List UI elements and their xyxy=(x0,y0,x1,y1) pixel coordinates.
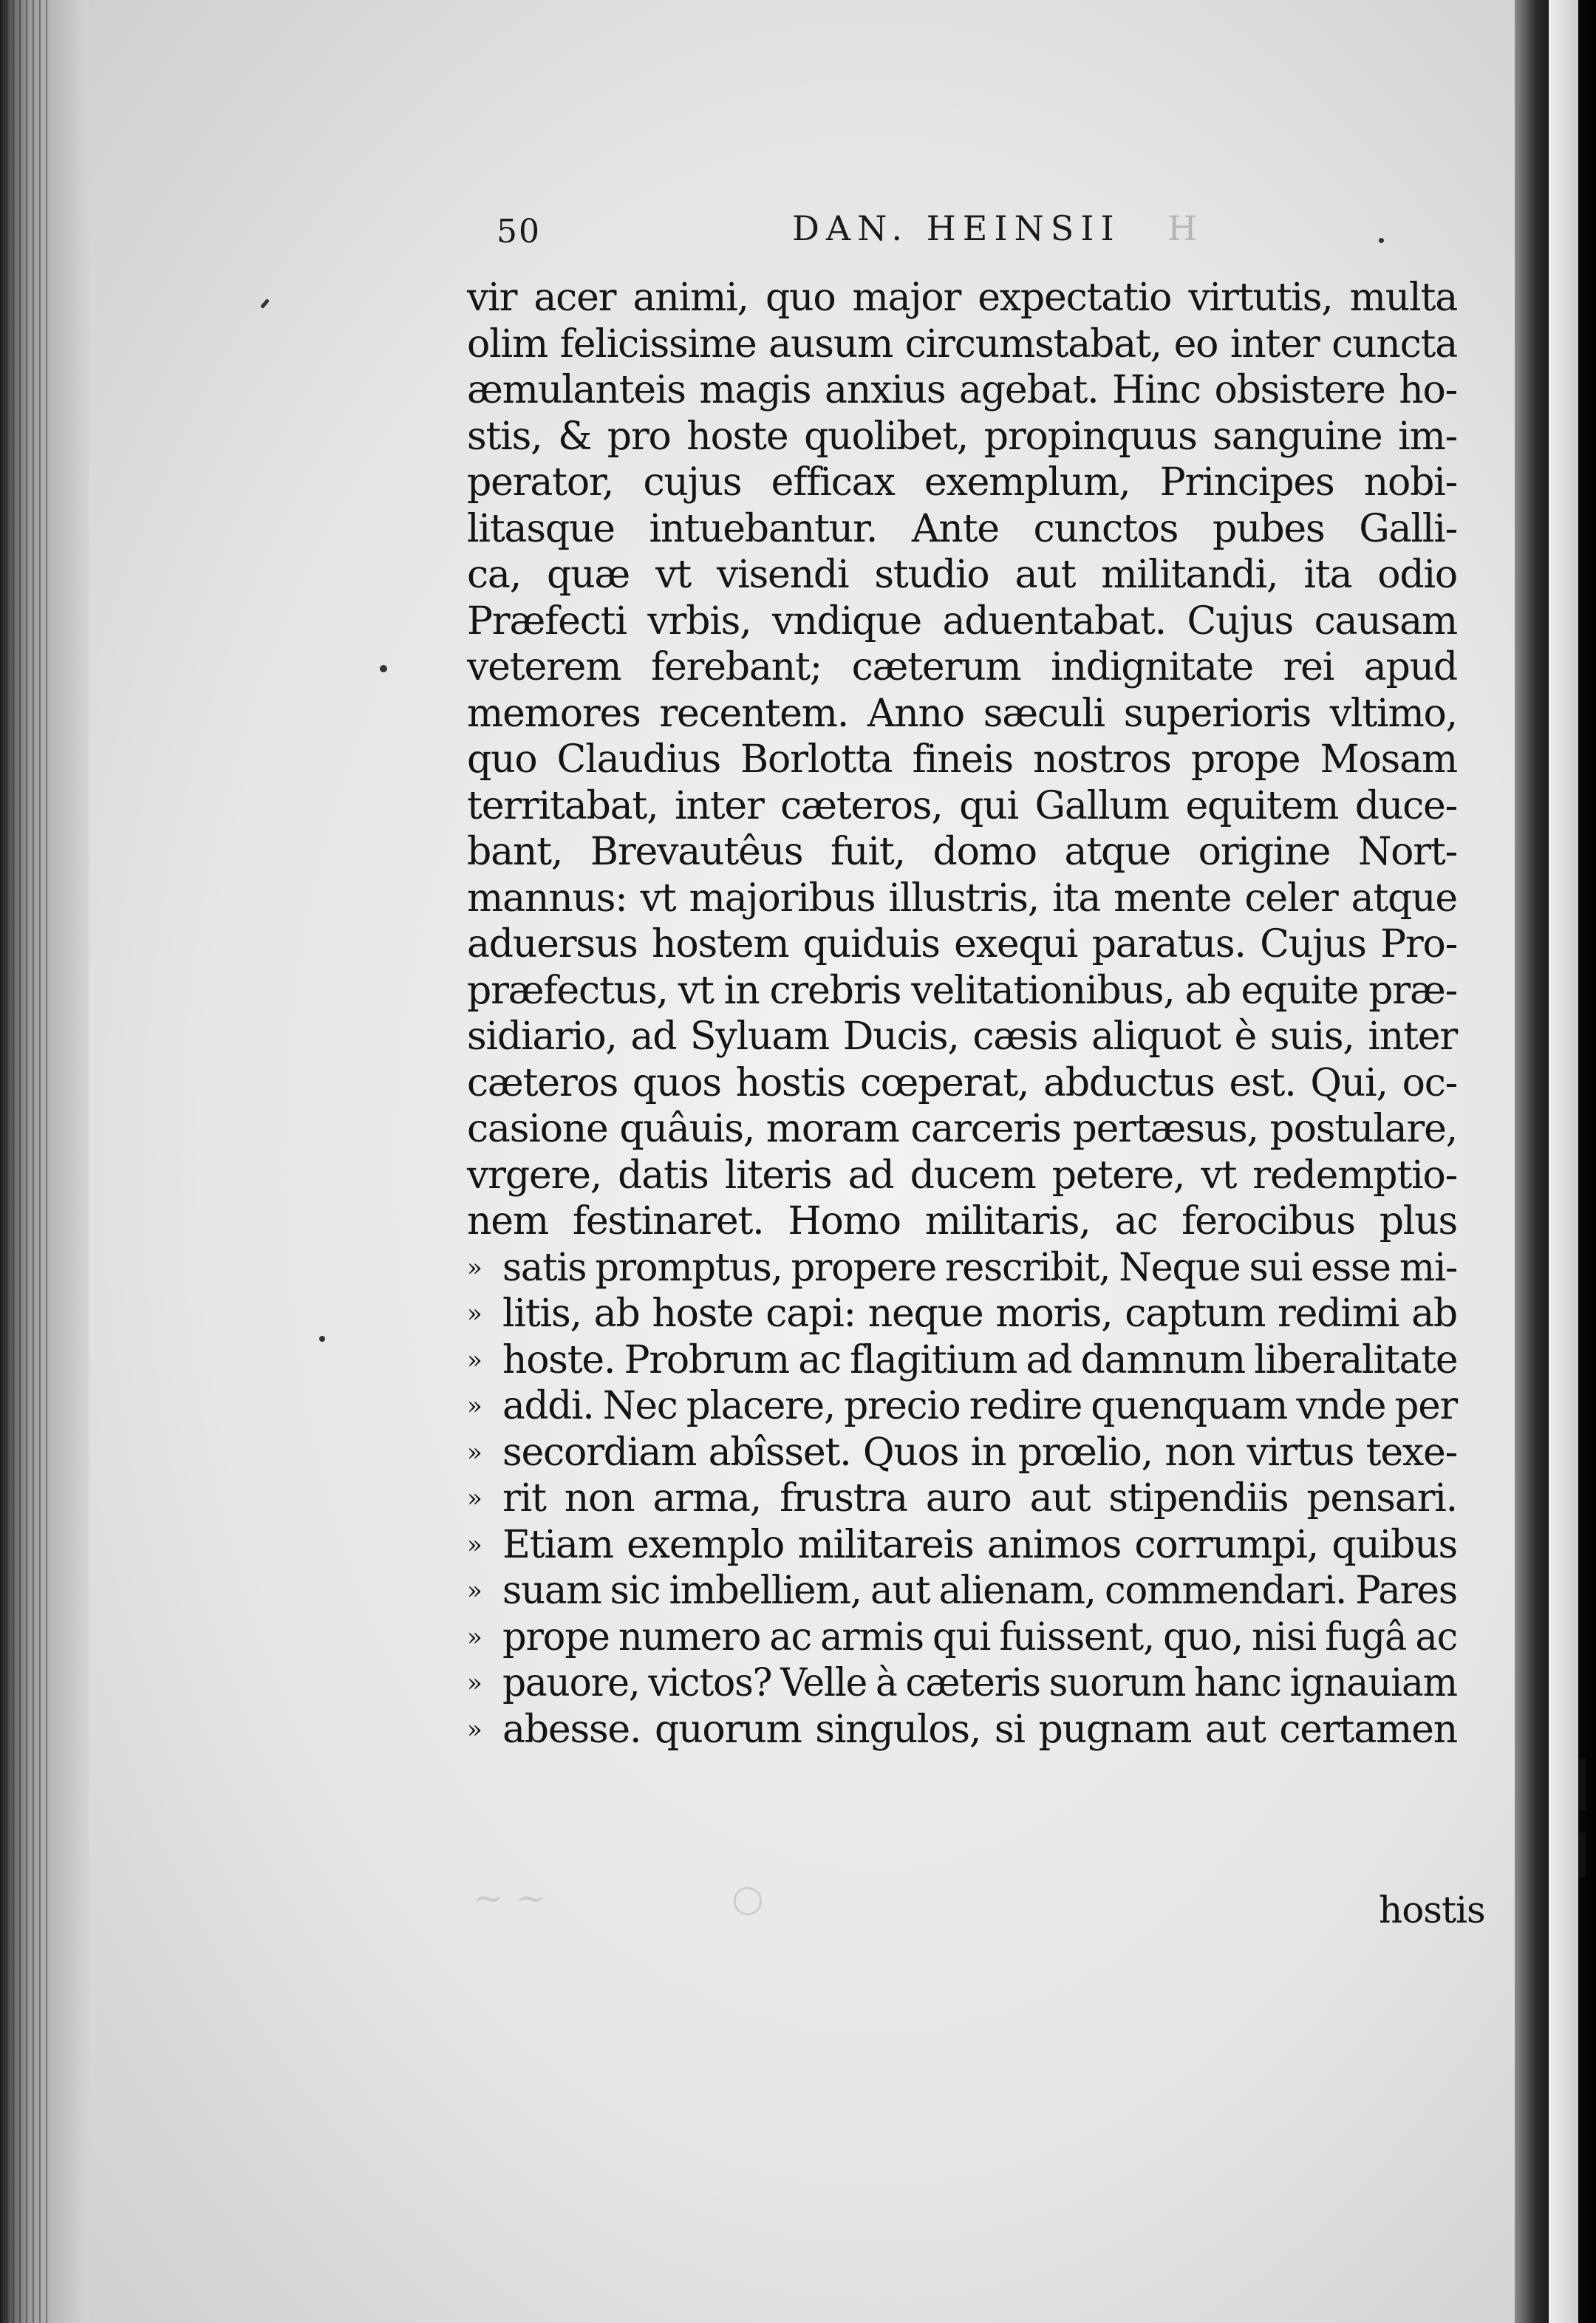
quotation-mark: » xyxy=(467,1484,482,1513)
quoted-line: » prope numero ac armis qui fuissent, quo, nisi fugâ ac xyxy=(467,1614,1457,1659)
text-line: sidiario, ad Syluam Ducis, cæsis aliquot è suis, inter xyxy=(467,1014,1457,1059)
quotation-mark: » xyxy=(467,1529,482,1560)
paper-speck xyxy=(319,1336,325,1342)
quotation-mark: » xyxy=(467,1345,482,1375)
text-line: præfectus, vt in crebris velitationibus, ab equite præ- xyxy=(467,968,1457,1013)
right-page-edge xyxy=(1515,0,1596,2323)
text-line: casione quâuis, moram carceris pertæsus, postulare, xyxy=(467,1107,1457,1151)
text-line: litasque intuebantur. Ante cunctos pubes Galli- xyxy=(467,506,1457,551)
show-through-ghost: ○ xyxy=(732,1877,764,1920)
quotation-mark: » xyxy=(467,1622,482,1652)
quotation-mark: » xyxy=(467,1252,482,1283)
page-number: 50 xyxy=(497,213,541,250)
next-leaf-edge xyxy=(1549,0,1578,2323)
quotation-mark: » xyxy=(467,1714,482,1744)
quotation-mark: » xyxy=(467,1299,482,1328)
quoted-line: » litis, ab hoste capi: neque moris, captum redimi ab xyxy=(467,1292,1457,1336)
text-line: cæteros quos hostis cœperat, abductus est. Qui, oc- xyxy=(467,1060,1457,1105)
text-line: ca, quæ vt visendi studio aut militandi, ita odio xyxy=(467,553,1457,597)
quoted-line: » secordiam abîsset. Quos in prœlio, non virtus texe- xyxy=(467,1430,1457,1475)
text-line: æmulanteis magis anxius agebat. Hinc obsistere ho- xyxy=(467,368,1457,412)
text-line: bant, Brevautêus fuit, domo atque origine Nort- xyxy=(467,830,1457,874)
quotation-mark: » xyxy=(467,1668,482,1698)
quotation-mark: » xyxy=(467,1391,482,1421)
text-line: Præfecti vrbis, vndique aduentabat. Cujus causam xyxy=(467,598,1457,644)
quoted-line: » pauore, victos? Velle à cæteris suorum hanc ignauiam xyxy=(467,1661,1457,1705)
bleed-mark xyxy=(1578,1832,1586,1877)
catchword: hostis xyxy=(1379,1889,1485,1931)
quoted-line: » addi. Nec placere, precio redire quenquam vnde per xyxy=(467,1384,1457,1428)
quoted-line: » suam sic imbelliem, aut alienam, commendari. Pares xyxy=(467,1569,1457,1613)
text-line: territabat, inter cæteros, qui Gallum equitem duce- xyxy=(467,783,1457,828)
text-line: mannus: vt majoribus illustris, ita mente celer atque xyxy=(467,876,1457,921)
text-line: nem festinaret. Homo militaris, ac ferocibus plus xyxy=(467,1199,1457,1244)
show-through-letter: H xyxy=(1167,208,1198,248)
body-text xyxy=(467,275,1457,1753)
text-line: vrgere, datis literis ad ducem petere, vt redemptio- xyxy=(467,1153,1457,1198)
text-line: quo Claudius Borlotta fineis nostros prope Mosam xyxy=(467,737,1457,782)
text-line: olim felicissime ausum circumstabat, eo inter cuncta xyxy=(467,321,1457,366)
running-head: DAN. HEINSII xyxy=(792,208,1121,248)
text-line: vir acer animi, quo major expectatio virtutis, multa xyxy=(467,276,1457,320)
paper-speck xyxy=(380,665,387,672)
quoted-line: » satis promptus, propere rescribit, Neque sui esse mi- xyxy=(467,1245,1458,1290)
text-line: aduersus hostem quiduis exequi paratus. Cujus Pro- xyxy=(467,922,1457,966)
quotation-mark: » xyxy=(467,1437,482,1467)
text-line: veterem ferebant; cæterum indignitate rei apud xyxy=(467,645,1457,689)
text-line: perator, cujus efficax exemplum, Principes nobi- xyxy=(467,460,1457,505)
quotation-mark: » xyxy=(467,1576,482,1606)
quoted-line: » abesse. quorum singulos, si pugnam aut certamen xyxy=(467,1707,1457,1752)
show-through-ghost: ~ ~ xyxy=(473,1877,547,1920)
quoted-line: » Etiam exemplo militareis animos corrumpi, quibus xyxy=(467,1522,1457,1567)
bleed-mark xyxy=(1578,1759,1586,1810)
quoted-line: » hoste. Probrum ac flagitium ad damnum liberalitate xyxy=(467,1337,1458,1382)
text-line: memores recentem. Anno sæculi superioris vltimo, xyxy=(467,691,1457,736)
page-header xyxy=(497,208,1457,260)
quoted-line: » rit non arma, frustra auro aut stipendiis pensari. xyxy=(467,1476,1457,1521)
text-line: stis, & pro hoste quolibet, propinquus sanguine im- xyxy=(467,414,1457,459)
previous-leaves-edge xyxy=(6,0,50,2323)
